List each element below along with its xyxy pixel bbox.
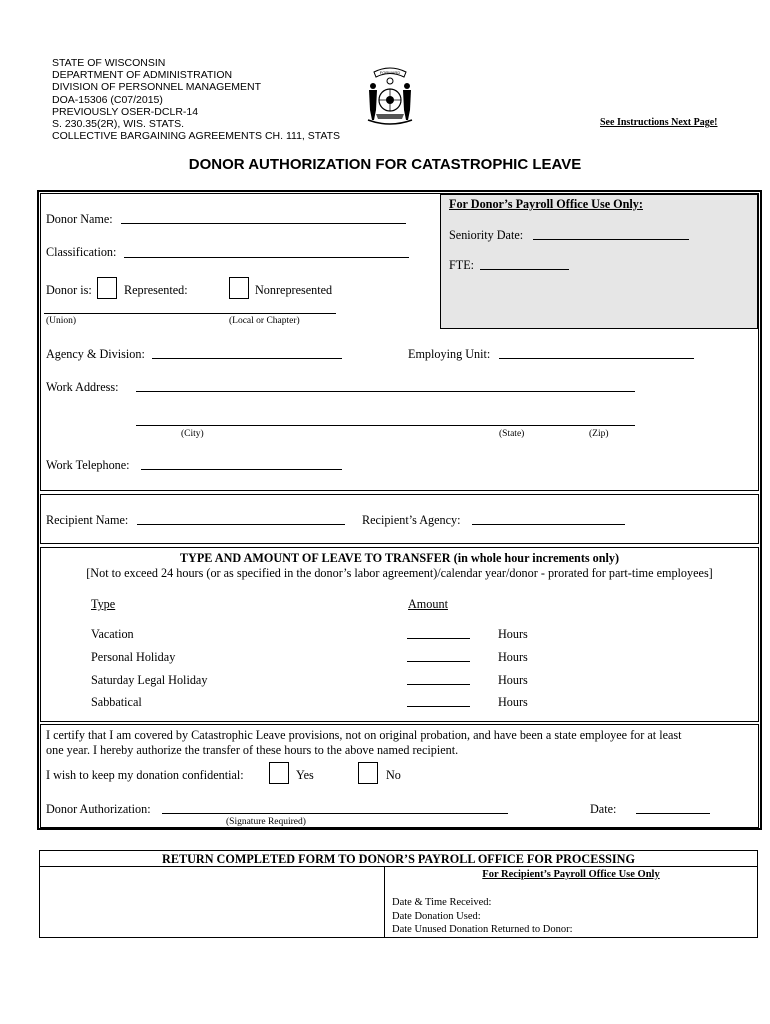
city-caption: (City) [181, 429, 204, 439]
donor-authorization-label: Donor Authorization: [46, 802, 151, 816]
nonrepresented-checkbox[interactable] [229, 277, 249, 299]
seniority-date-label: Seniority Date: [449, 228, 524, 242]
seal-banner: FORWARD [379, 70, 401, 75]
fte-label: FTE: [449, 258, 475, 272]
vacation-amount-field[interactable] [407, 638, 470, 639]
header-line: S. 230.35(2R), WIS. STATS. [52, 118, 185, 131]
classification-label: Classification: [46, 245, 117, 259]
amount-column-header: Amount [408, 597, 448, 611]
leave-type-sabbatical: Sabbatical [91, 695, 142, 709]
leave-type-personal-holiday: Personal Holiday [91, 650, 176, 664]
leave-unit: Hours [498, 695, 528, 709]
header-line: DEPARTMENT OF ADMINISTRATION [52, 69, 233, 82]
recipient-name-label: Recipient Name: [46, 513, 129, 527]
leave-unit: Hours [498, 627, 528, 641]
leave-type-vacation: Vacation [91, 627, 134, 641]
agency-division-label: Agency & Division: [46, 347, 145, 361]
type-column-header: Type [91, 597, 116, 611]
donor-name-field[interactable] [121, 223, 406, 224]
donor-payroll-office-box [440, 194, 758, 329]
form-title: DONOR AUTHORIZATION FOR CATASTROPHIC LEAVE [188, 156, 582, 173]
seniority-date-field[interactable] [533, 239, 689, 240]
city-state-zip-field[interactable] [136, 425, 635, 426]
represented-checkbox[interactable] [97, 277, 117, 299]
confidential-no-checkbox[interactable] [358, 762, 378, 784]
date-label: Date: [590, 802, 617, 816]
leave-unit: Hours [498, 673, 528, 687]
recipient-office-fields [392, 896, 573, 937]
union-local-field[interactable] [44, 313, 336, 314]
no-label: No [386, 768, 401, 782]
leave-heading: TYPE AND AMOUNT OF LEAVE TO TRANSFER (in whole hour increments only) [179, 551, 620, 565]
recipient-name-field[interactable] [137, 524, 345, 525]
date-received-label: Date & Time Received: [392, 897, 492, 908]
date-field[interactable] [636, 813, 710, 814]
agency-header [52, 57, 340, 142]
recipient-agency-label: Recipient’s Agency: [362, 513, 461, 527]
work-address-field[interactable] [136, 391, 635, 392]
agency-division-field[interactable] [152, 358, 342, 359]
certify-text-line1: I certify that I am covered by Catastrophic Leave provisions, not on original probation, and have been a state employee for at least [46, 728, 682, 742]
signature-caption: (Signature Required) [226, 817, 306, 827]
leave-type-saturday-legal-holiday: Saturday Legal Holiday [91, 673, 208, 687]
certify-text-line2: one year. I hereby authorize the transfer of these hours to the above named recipient. [46, 743, 459, 757]
donor-signature-field[interactable] [162, 813, 508, 814]
sabbatical-amount-field[interactable] [407, 706, 470, 707]
confidential-yes-checkbox[interactable] [269, 762, 289, 784]
classification-field[interactable] [124, 257, 409, 258]
date-used-label: Date Donation Used: [392, 910, 481, 922]
nonrepresented-label: Nonrepresented [255, 283, 333, 297]
header-line: DIVISION OF PERSONNEL MANAGEMENT [52, 81, 262, 94]
leave-unit: Hours [498, 650, 528, 664]
header-line: STATE OF WISCONSIN [52, 57, 166, 69]
date-returned-label: Date Unused Donation Returned to Donor: [392, 924, 573, 935]
work-telephone-label: Work Telephone: [46, 458, 130, 472]
state-caption: (State) [499, 429, 525, 439]
represented-label: Represented: [124, 283, 188, 297]
union-caption: (Union) [46, 316, 77, 326]
donor-name-label: Donor Name: [46, 212, 113, 226]
header-line: DOA-15306 (C07/2015) [52, 93, 163, 106]
work-address-label: Work Address: [46, 380, 119, 394]
confidential-label: I wish to keep my donation confidential: [46, 768, 244, 782]
zip-caption: (Zip) [589, 429, 609, 439]
recipient-agency-field[interactable] [472, 524, 625, 525]
employing-unit-label: Employing Unit: [408, 347, 491, 361]
local-caption: (Local or Chapter) [229, 316, 300, 326]
header-line: COLLECTIVE BARGAINING AGREEMENTS CH. 111, STATS [52, 130, 341, 143]
saturday-holiday-amount-field[interactable] [407, 684, 470, 685]
state-seal-icon [364, 62, 416, 128]
yes-label: Yes [296, 768, 314, 782]
donor-is-label: Donor is: [46, 283, 92, 297]
header-line: PREVIOUSLY OSER-DCLR-14 [52, 105, 199, 118]
payroll-box-title: For Donor’s Payroll Office Use Only: [449, 197, 643, 211]
personal-holiday-amount-field[interactable] [407, 661, 470, 662]
fte-field[interactable] [480, 269, 569, 270]
see-instructions-note: See Instructions Next Page! [600, 117, 718, 128]
work-telephone-field[interactable] [141, 469, 342, 470]
employing-unit-field[interactable] [499, 358, 694, 359]
leave-subheading: [Not to exceed 24 hours (or as specified in the donor’s labor agreement)/calendar year/donor - prorated for part-time employees] [86, 566, 713, 580]
recipient-office-title: For Recipient’s Payroll Office Use Only [482, 869, 660, 880]
return-heading: RETURN COMPLETED FORM TO DONOR’S PAYROLL OFFICE FOR PROCESSING [162, 852, 635, 866]
